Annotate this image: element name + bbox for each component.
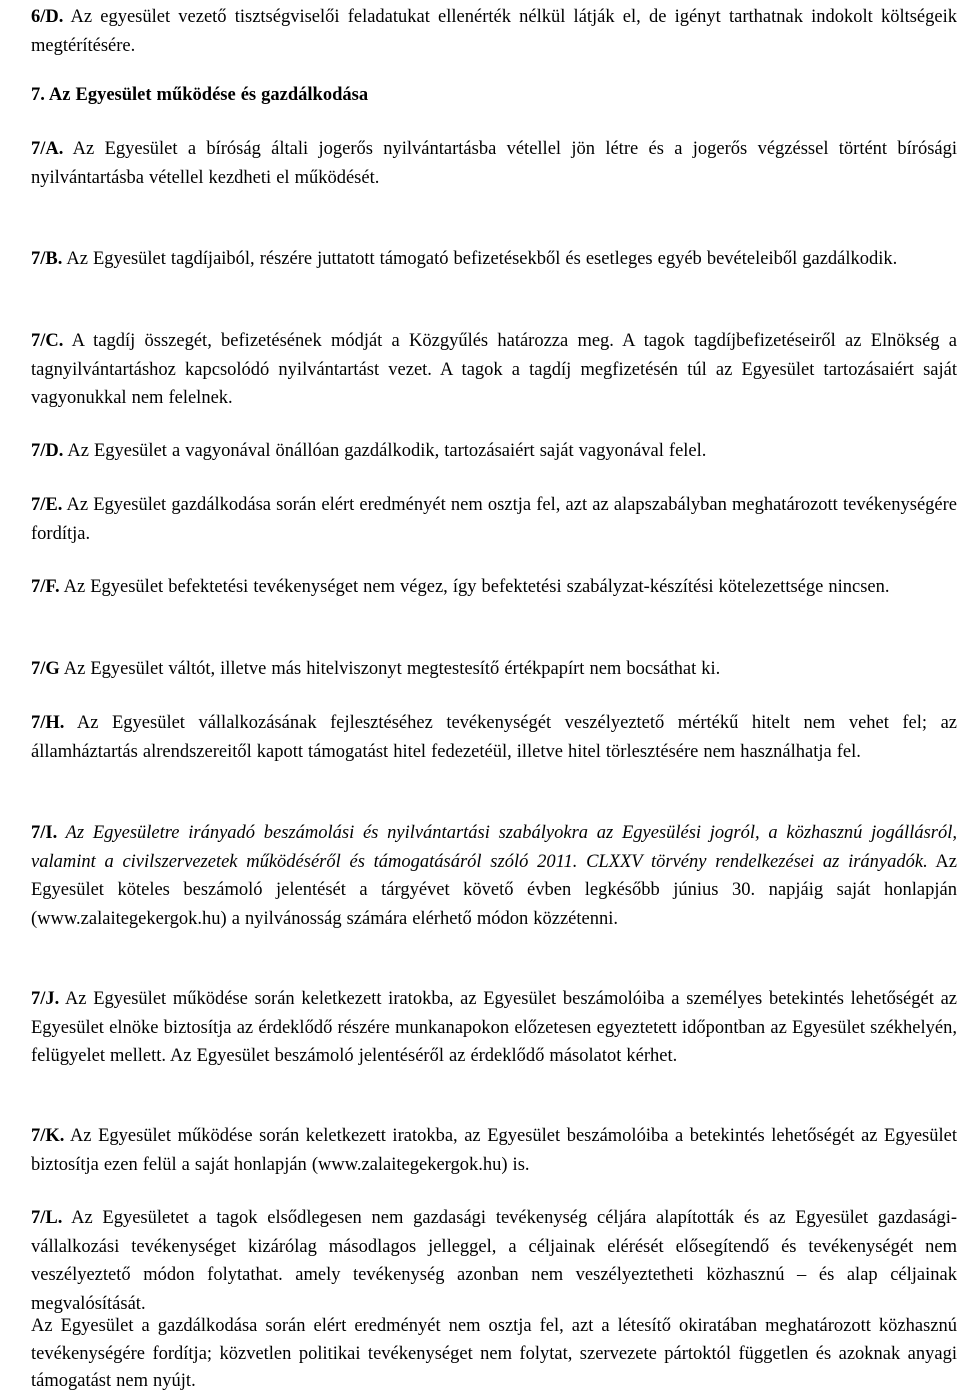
paragraph-7g <box>31 655 957 684</box>
paragraph-text: Az Egyesület a vagyonával önállóan gazdálkodik, tartozásaiért saját vagyonával felel. <box>63 441 707 461</box>
paragraph-label: 7/F. <box>31 577 60 597</box>
paragraph-7h <box>31 709 957 766</box>
paragraph-7i <box>31 819 957 933</box>
paragraph-text: Az Egyesület működése során keletkezett iratokba, az Egyesület beszámolóiba a személyes betekintés lehetőségét az Egyesület elnöke biztosítja az érdeklődő részére munkanapokon előzetesen egyeztetett időpontban az Egyesület székhelyén, felügyelet mellett. Az Egyesület beszámoló jelentéséről az érdeklődő másolatot kérhet. <box>31 989 957 1066</box>
paragraph-7f <box>31 573 957 602</box>
paragraph-text: Az Egyesület tagdíjaiból, részére juttatott támogató befizetésekből és esetleges egyéb bevételeiből gazdálkodik. <box>62 249 898 269</box>
paragraph-text: Az Egyesület köteles beszámoló jelentését a tárgyévet követő évben legkésőbb június 30. napjáig saját honlapján (www.zalaitegekergok.hu) a nyilvánosság számára elérhető módon közzétenni. <box>31 851 958 929</box>
paragraph-7d <box>31 437 957 466</box>
paragraph-text: Az Egyesület a bíróság általi jogerős nyilvántartásba vétellel jön létre és a jogerős végzéssel történt bírósági nyilvántartásba vétellel kezdheti el működését. <box>31 139 957 188</box>
paragraph-label: 7/A. <box>31 139 64 159</box>
section-heading: 7. Az Egyesület működése és gazdálkodása <box>31 85 369 105</box>
paragraph-text: Az Egyesület vállalkozásának fejlesztéséhez tevékenységét veszélyeztető mértékű hitelt nem vehet fel; az államháztartás alrendszereitől kapott támogatást hitel fedezetéül, illetve hitel törlesztésére nem használhatja fel. <box>31 713 957 762</box>
paragraph-label: 7/K. <box>31 1126 65 1146</box>
paragraph-text: Az Egyesület gazdálkodása során elért eredményét nem osztja fel, azt az alapszabályban meghatározott tevékenységére fordítja. <box>31 495 957 544</box>
paragraph-text: Az Egyesület befektetési tevékenységet nem végez, így befektetési szabályzat-készítési kötelezettsége nincsen. <box>59 577 890 597</box>
paragraph-label: 7/I. <box>31 823 58 843</box>
paragraph-7l <box>31 1204 957 1318</box>
paragraph-label: 7/D. <box>31 441 64 461</box>
paragraph-label: 7/B. <box>31 249 63 269</box>
paragraph-7j <box>31 985 957 1071</box>
paragraph-label: 6/D. <box>31 7 64 27</box>
paragraph-label: 7/H. <box>31 713 65 733</box>
paragraph-label: 7/E. <box>31 495 63 515</box>
paragraph-7k <box>31 1122 957 1179</box>
paragraph-text: Az Egyesület működése során keletkezett iratokba, az Egyesület beszámolóiba a betekintés lehetőségét az Egyesület biztosítja ezen felül a saját honlapján (www.zalaitegekergok.hu) is. <box>31 1126 957 1175</box>
paragraph-6d <box>31 3 957 60</box>
paragraph-7b <box>31 245 957 274</box>
paragraph-7a <box>31 135 957 192</box>
paragraph-text: Az Egyesületet a tagok elsődlegesen nem gazdasági tevékenység céljára alapították és az Egyesület gazdasági-vállalkozási tevékenységet kizárólag másodlagos jelleggel, a céljainak elérését elősegítendő és tevékenységét nem veszélyeztető módon folytathat. amely tevékenység azonban nem veszélyeztetheti közhasznú – és alap céljainak megvalósítását. <box>31 1208 957 1314</box>
paragraph-7e <box>31 491 957 548</box>
paragraph-text: Az Egyesület váltót, illetve más hitelviszonyt megtestesítő értékpapírt nem bocsáthat ki. <box>59 659 721 679</box>
paragraph-text: A tagdíj összegét, befizetésének módját a Közgyűlés határozza meg. A tagok tagdíjbefizetéseiről az Elnökség a tagnyilvántartáshoz kapcsolódó nyilvántartást vezet. A tagok a tagdíj megfizetésén túl az Egyesület tartozásaiért saját vagyonukkal nem felelnek. <box>31 331 957 408</box>
paragraph-label: 7/J. <box>31 989 60 1009</box>
paragraph-label: 7/C. <box>31 331 64 351</box>
paragraph-label: 7/L. <box>31 1208 63 1228</box>
paragraph-7l-continuation: Az Egyesület a gazdálkodása során elért eredményét nem osztja fel, azt a létesítő okiratában meghatározott közhasznú tevékenységére fordítja; közvetlen politikai tevékenységet nem folytat, szervezete pártoktól független és azoknak anyagi támogatást nem nyújt. <box>31 1316 957 1391</box>
paragraph-label: 7/G <box>31 659 60 679</box>
paragraph-italic-text: Az Egyesületre irányadó beszámolási és nyilvántartási szabályokra az Egyesülési jogról, a közhasznú jogállásról, valamint a civilszervezetek működéséről és támogatásáról szóló 2011. CLXXV törvény rendelkezései az irányadók. <box>31 823 957 872</box>
paragraph-text: Az egyesület vezető tisztségviselői feladatukat ellenérték nélkül látják el, de igényt tarthatnak indokolt költségeik megtérítésére. <box>31 7 957 56</box>
paragraph-7c <box>31 327 957 413</box>
